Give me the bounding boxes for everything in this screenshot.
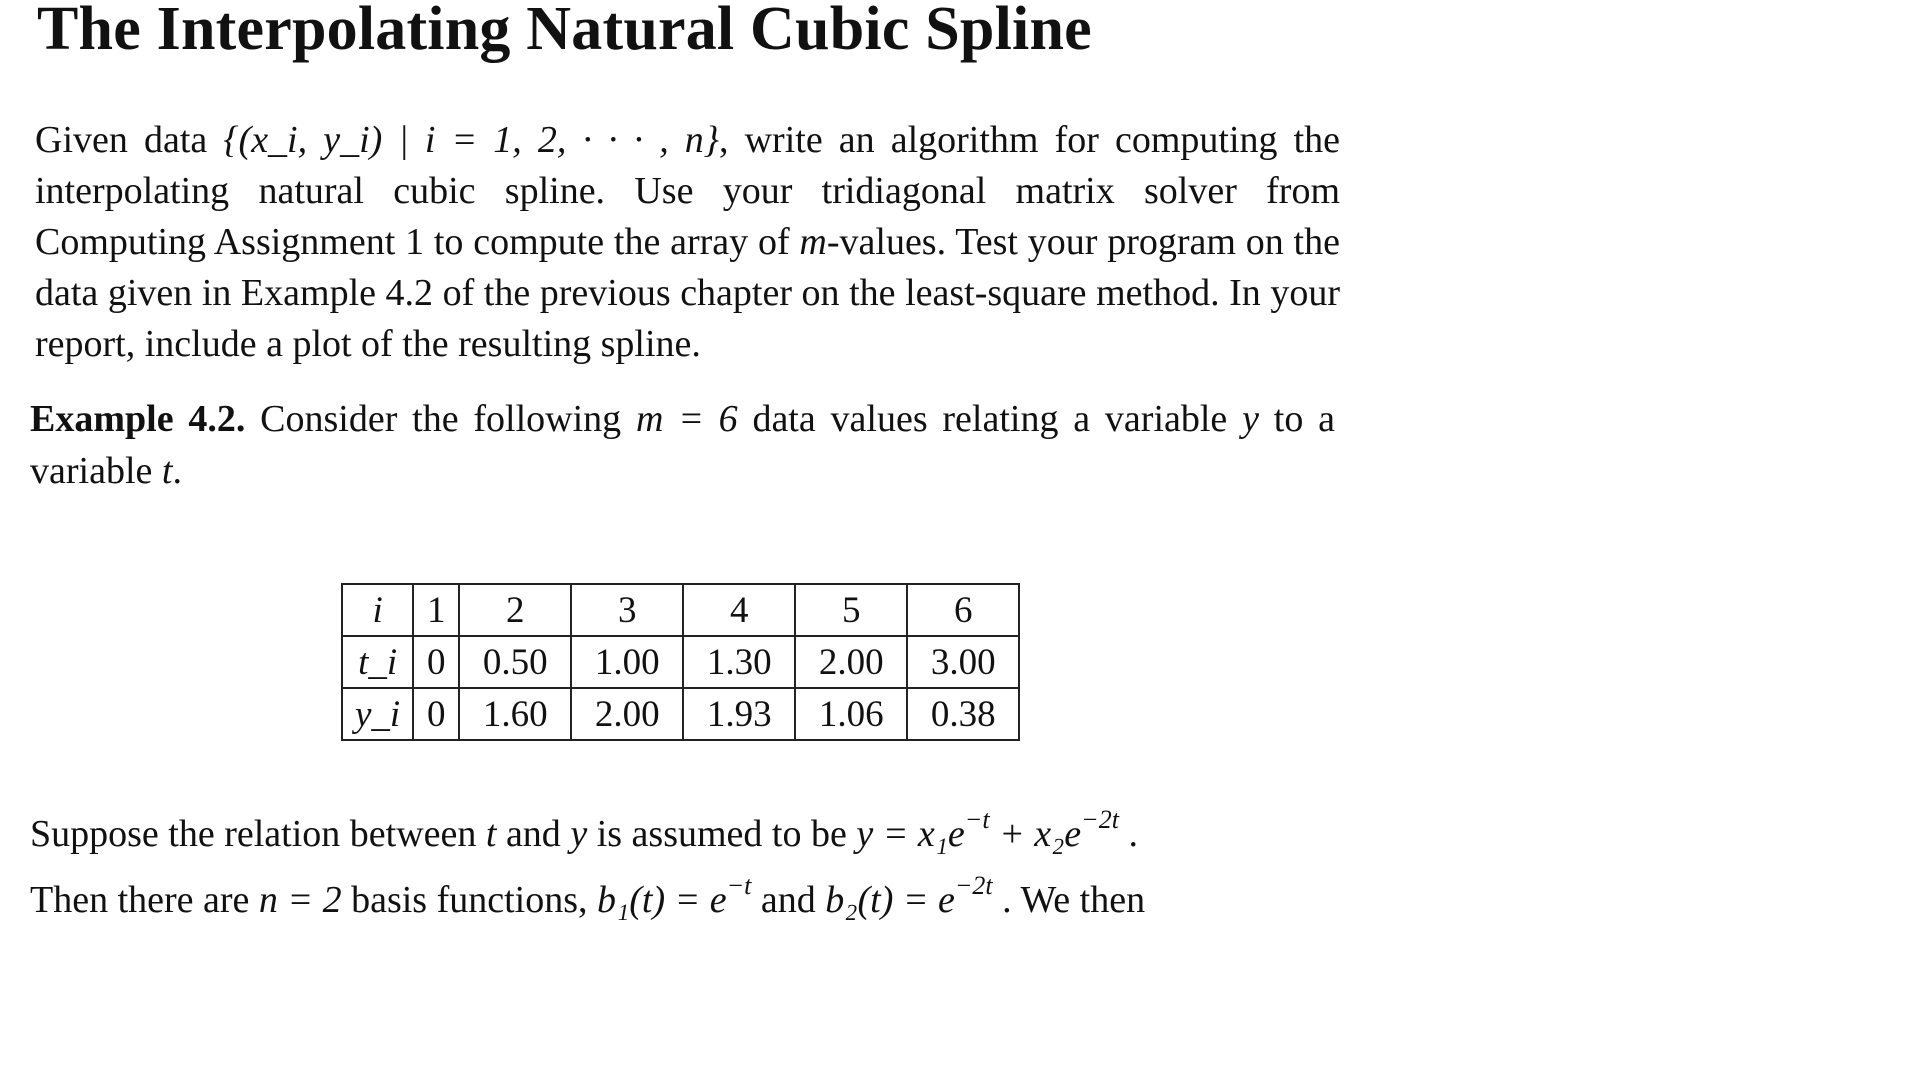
example-m-expression: m = 6	[635, 398, 738, 440]
table-row	[342, 688, 1019, 740]
table-cell: 6	[907, 584, 1019, 636]
basis-b2-exponent: −2t	[954, 871, 993, 900]
example-y-variable: y	[1242, 398, 1259, 440]
table-cell: 0.50	[459, 636, 571, 688]
data-table	[341, 583, 1020, 741]
p3-a: Suppose the relation between	[30, 813, 486, 855]
example-text-d: .	[172, 450, 182, 492]
table-cell: 1.00	[571, 636, 683, 688]
example-text-b: data values relating a variable	[737, 398, 1243, 440]
problem-paragraph	[35, 115, 1340, 370]
model-plus-term: + x₂e	[989, 813, 1082, 855]
table-cell: 1.06	[795, 688, 907, 740]
p3-d: .	[1118, 813, 1138, 855]
paragraph1-lead: Given data	[35, 119, 224, 161]
paragraph1-body: , write an algorithm for computing the interpolating natural cubic spline. Use your tridiagonal matrix solver from Computing Assignment 1 to compute the array of	[35, 119, 1341, 263]
table-cell: 2.00	[795, 636, 907, 688]
example-t-variable: t	[161, 450, 173, 492]
page-title: The Interpolating Natural Cubic Spline	[37, 0, 1092, 63]
p3-b: and	[496, 813, 571, 855]
p3-h: . We then	[992, 879, 1146, 921]
table-cell: 1.60	[459, 688, 571, 740]
table-cell: 0	[413, 688, 459, 740]
table-row-label: y_i	[342, 688, 413, 740]
table-cell: 1.30	[683, 636, 795, 688]
table-row	[342, 584, 1019, 636]
example-text-a: Consider the following	[245, 398, 636, 440]
table-row-label: i	[342, 584, 413, 636]
p3-g: and	[751, 879, 826, 921]
table-cell: 4	[683, 584, 795, 636]
table-cell: 1.93	[683, 688, 795, 740]
example-paragraph	[30, 393, 1335, 497]
example-label: Example 4.2.	[30, 398, 246, 440]
data-set-expression: {(x_i, y_i) | i = 1, 2, · · · , n}	[223, 119, 720, 161]
table-cell: 0.38	[907, 688, 1019, 740]
model-paragraph	[30, 794, 1335, 926]
table-cell: 2	[459, 584, 571, 636]
table-cell: 3	[571, 584, 683, 636]
table-cell: 0	[413, 636, 459, 688]
table-cell: 3.00	[907, 636, 1019, 688]
n-expression: n = 2	[258, 879, 342, 921]
p3-e: Then there are	[30, 879, 259, 921]
p3-t-variable: t	[485, 813, 497, 855]
table-row-label: t_i	[342, 636, 413, 688]
p3-c: is assumed to be	[587, 813, 857, 855]
p3-f: basis functions,	[341, 879, 598, 921]
model-exponent-1: −t	[964, 805, 990, 834]
basis-b2: b₂(t) = e	[825, 879, 955, 921]
model-expression: y = x₁e	[856, 813, 965, 855]
model-exponent-2: −2t	[1081, 805, 1119, 834]
m-symbol: m	[799, 221, 827, 263]
table-row	[342, 636, 1019, 688]
table-cell: 5	[795, 584, 907, 636]
table-cell: 1	[413, 584, 459, 636]
paragraph1-tail: -values. Test your program on the data given in Example 4.2 of the previous chapter on the least-square method. In your report, include a plot of the resulting spline.	[35, 221, 1340, 365]
example-text-c: to a variable	[30, 398, 1335, 492]
basis-b1-exponent: −t	[726, 871, 752, 900]
p3-y-variable: y	[570, 813, 588, 855]
table-cell: 2.00	[571, 688, 683, 740]
basis-b1: b₁(t) = e	[597, 879, 727, 921]
